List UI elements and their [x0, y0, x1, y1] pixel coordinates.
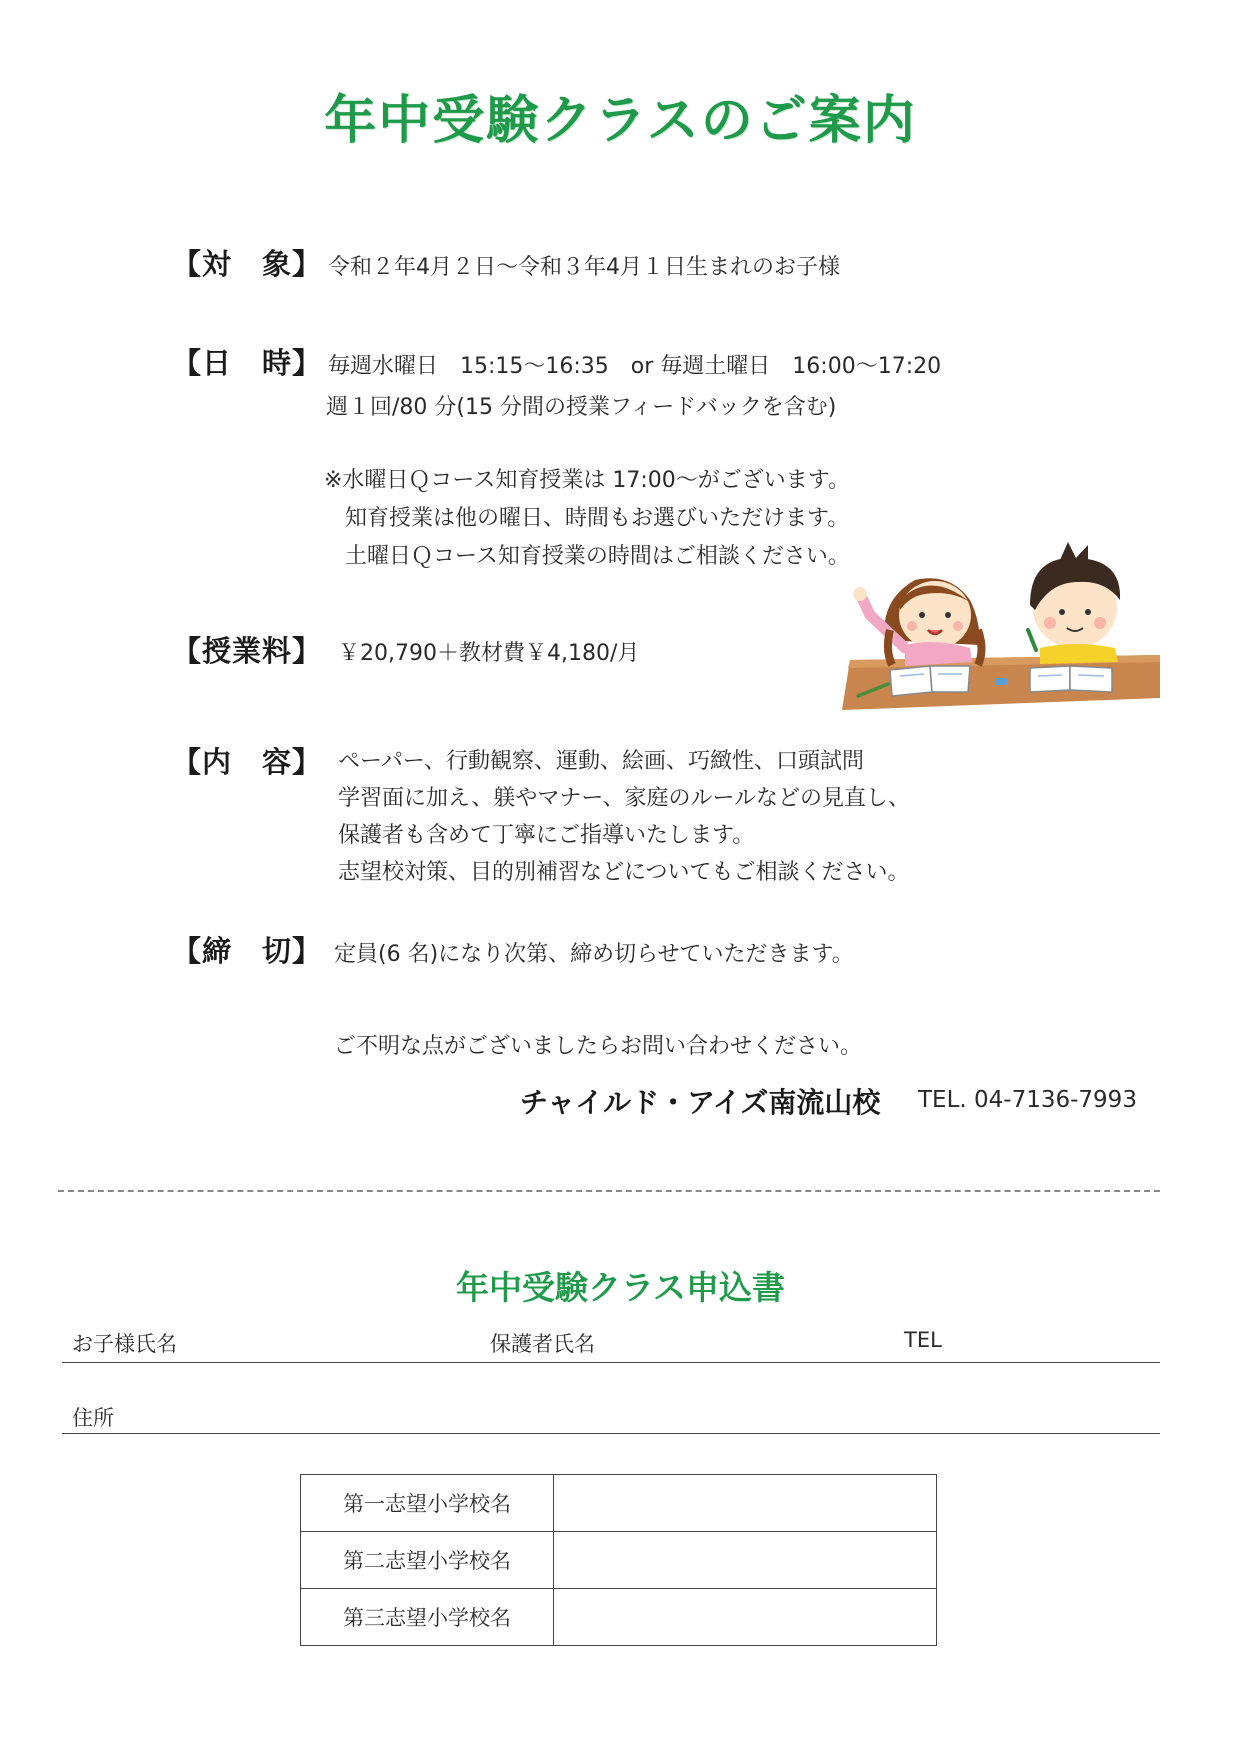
schedule-line2: 週１回/80 分(15 分間の授業フィードバックを含む) [326, 395, 837, 420]
fee-text: ￥20,790＋教材費￥4,180/月 [338, 641, 640, 666]
content-line3: 保護者も含めて丁寧にご指導いたします。 [338, 823, 755, 848]
target-text: 令和２年4月２日～令和３年4月１日生まれのお子様 [328, 255, 840, 280]
content-label: 【内 容】 [172, 745, 323, 779]
boy-figure [1028, 542, 1120, 664]
page-title: 年中受験クラスのご案内 [324, 91, 917, 151]
children-studying-illustration [830, 520, 1170, 720]
deadline-text: 定員(6 名)になり次第、締め切らせていただきます。 [334, 942, 854, 967]
deadline-label: 【締 切】 [172, 934, 323, 968]
school-name: チャイルド・アイズ南流山校 [520, 1086, 881, 1119]
schedule-note3: 土曜日Ｑコース知育授業の時間はご相談ください。 [345, 544, 850, 569]
form-title: 年中受験クラス申込書 [455, 1268, 785, 1307]
school-choice-field[interactable] [554, 1532, 937, 1589]
name-underline [62, 1362, 1160, 1363]
school-tel: TEL. 04-7136-7993 [918, 1087, 1137, 1113]
schedule-note1: ※水曜日Ｑコース知育授業は 17:00～がございます。 [324, 468, 850, 493]
eraser-icon [995, 678, 1007, 685]
content-line4: 志望校対策、目的別補習などについてもご相談ください。 [338, 860, 910, 885]
school-choice-label: 第三志望小学校名 [301, 1589, 554, 1646]
school-choice-table [300, 1474, 937, 1646]
girl-figure [853, 578, 982, 666]
table-row [301, 1475, 937, 1532]
school-choice-field[interactable] [554, 1475, 937, 1532]
schedule-line1: 毎週水曜日 15:15～16:35 or 毎週土曜日 16:00～17:20 [328, 354, 942, 379]
inquiry-text: ご不明な点がございましたらお問い合わせください。 [334, 1034, 863, 1059]
content-line2: 学習面に加え、躾やマナー、家庭のルールなどの見直し、 [338, 786, 911, 811]
cut-line-divider [58, 1190, 1160, 1192]
address-label: 住所 [72, 1406, 114, 1430]
school-choice-field[interactable] [554, 1589, 937, 1646]
school-choice-label: 第二志望小学校名 [301, 1532, 554, 1589]
target-label: 【対 象】 [172, 247, 323, 281]
schedule-label: 【日 時】 [172, 346, 323, 380]
fee-label: 【授業料】 [172, 634, 323, 668]
table-row [301, 1589, 937, 1646]
parent-name-label: 保護者氏名 [490, 1332, 595, 1356]
table-row [301, 1532, 937, 1589]
school-choice-label: 第一志望小学校名 [301, 1475, 554, 1532]
open-book-left [890, 666, 970, 696]
tel-label: TEL [904, 1328, 942, 1352]
child-name-label: お子様氏名 [72, 1332, 177, 1356]
address-underline [62, 1433, 1160, 1434]
schedule-note2: 知育授業は他の曜日、時間もお選びいただけます。 [345, 506, 850, 531]
content-line1: ペーパー、行動観察、運動、絵画、巧緻性、口頭試問 [338, 749, 865, 774]
open-book-right [1030, 666, 1112, 692]
